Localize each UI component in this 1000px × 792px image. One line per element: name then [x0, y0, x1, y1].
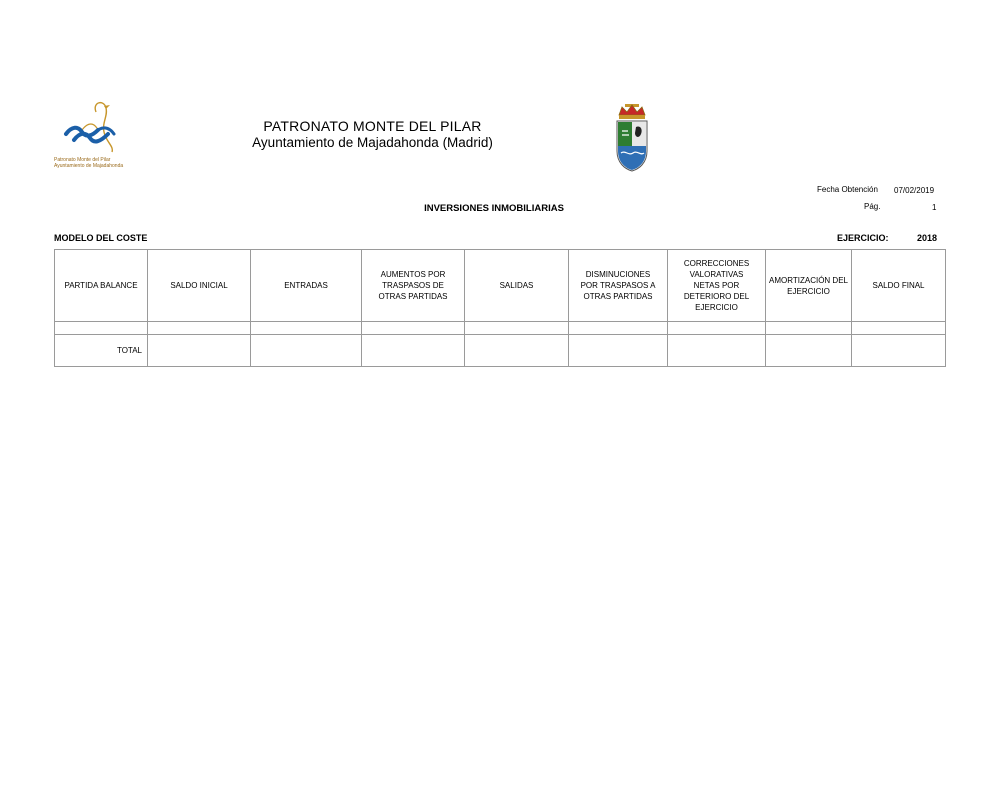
- table-cell: [465, 335, 569, 367]
- column-header: CORRECCIONES VALORATIVAS NETAS POR DETERIORO DEL EJERCICIO: [668, 250, 766, 322]
- column-header: AUMENTOS POR TRASPASOS DE OTRAS PARTIDAS: [362, 250, 465, 322]
- fecha-value: 07/02/2019: [894, 186, 935, 195]
- table-cell: [148, 335, 251, 367]
- inversiones-table: [54, 249, 946, 367]
- column-header: SALIDAS: [465, 250, 569, 322]
- column-header: SALDO INICIAL: [148, 250, 251, 322]
- table-cell: [668, 322, 766, 335]
- total-row: [55, 335, 946, 367]
- table-cell: [668, 335, 766, 367]
- table-cell: [852, 322, 946, 335]
- table-row: [55, 322, 946, 335]
- organization-title: PATRONATO MONTE DEL PILAR: [263, 118, 482, 134]
- column-header: AMORTIZACIÓN DEL EJERCICIO: [766, 250, 852, 322]
- table-cell: [569, 335, 668, 367]
- logo-text-line2: Ayuntamiento de Majadahonda: [54, 162, 124, 169]
- logo-text-line1: Patronato Monte del Pilar: [54, 157, 111, 163]
- column-header: SALDO FINAL: [852, 250, 946, 322]
- table-cell: [55, 322, 148, 335]
- table-cell: [766, 322, 852, 335]
- modelo-label: MODELO DEL COSTE: [54, 233, 148, 243]
- bird-wave-icon: [52, 100, 137, 158]
- coat-of-arms-icon: [613, 101, 651, 173]
- table-header-row: [55, 250, 946, 322]
- column-header: DISMINUCIONES POR TRASPASOS A OTRAS PARTIDAS: [569, 250, 668, 322]
- table-cell: [148, 322, 251, 335]
- patronato-logo: [52, 100, 137, 172]
- pag-value: 1: [932, 203, 937, 212]
- table-cell: [251, 335, 362, 367]
- total-label: TOTAL: [55, 335, 148, 367]
- table-cell: [766, 335, 852, 367]
- table-cell: [465, 322, 569, 335]
- column-header: PARTIDA BALANCE: [55, 250, 148, 322]
- table-cell: [362, 322, 465, 335]
- table-cell: [569, 322, 668, 335]
- ejercicio-label: EJERCICIO:: [837, 233, 889, 243]
- pag-label: Pág.: [864, 202, 881, 211]
- municipality-title: Ayuntamiento de Majadahonda (Madrid): [252, 135, 493, 150]
- ejercicio-value: 2018: [917, 233, 938, 243]
- fecha-label: Fecha Obtención: [817, 185, 878, 194]
- table-cell: [251, 322, 362, 335]
- table-cell: [852, 335, 946, 367]
- report-title: INVERSIONES INMOBILIARIAS: [424, 203, 564, 214]
- table-cell: [362, 335, 465, 367]
- column-header: ENTRADAS: [251, 250, 362, 322]
